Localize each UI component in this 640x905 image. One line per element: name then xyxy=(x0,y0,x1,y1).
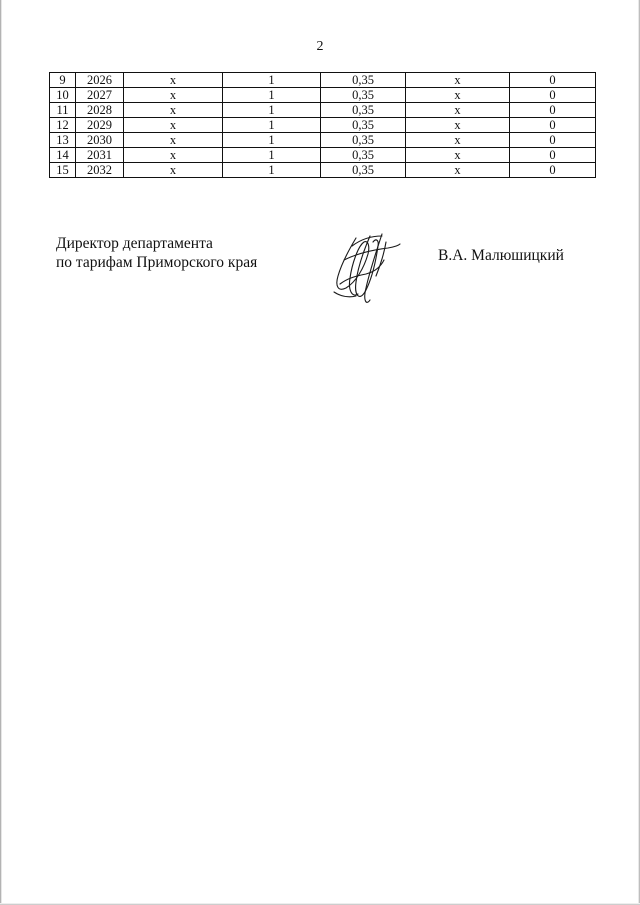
table-cell: 0 xyxy=(510,163,596,178)
table-cell: 1 xyxy=(223,133,321,148)
table-cell: 0 xyxy=(510,73,596,88)
table-cell: х xyxy=(406,148,510,163)
table-cell: х xyxy=(124,103,223,118)
table-row xyxy=(50,118,596,133)
signatory-title-line2: по тарифам Приморского края xyxy=(56,254,258,271)
table-row xyxy=(50,103,596,118)
table-cell: х xyxy=(124,88,223,103)
table-cell: х xyxy=(124,118,223,133)
table-cell: 1 xyxy=(223,163,321,178)
table-cell: х xyxy=(124,148,223,163)
table-cell: 0,35 xyxy=(321,88,406,103)
table-cell: 0 xyxy=(510,118,596,133)
scan-edge-left xyxy=(0,0,2,905)
table-cell: 2032 xyxy=(76,163,124,178)
table-cell: х xyxy=(124,163,223,178)
table-cell: 1 xyxy=(223,88,321,103)
table-cell: 0,35 xyxy=(321,148,406,163)
table-cell: х xyxy=(406,133,510,148)
page-number: 2 xyxy=(316,39,324,54)
table-cell: 2031 xyxy=(76,148,124,163)
table-cell: 15 xyxy=(50,163,76,178)
table-cell: 1 xyxy=(223,73,321,88)
tariff-table xyxy=(49,72,596,178)
table-cell: х xyxy=(406,118,510,133)
table-cell: 10 xyxy=(50,88,76,103)
table-cell: х xyxy=(406,103,510,118)
signatory-title xyxy=(56,234,257,272)
signatory-title-line1: Директор департамента xyxy=(56,235,213,252)
table-cell: 2029 xyxy=(76,118,124,133)
table-cell: 2030 xyxy=(76,133,124,148)
table-cell: х xyxy=(406,163,510,178)
table-cell: 0 xyxy=(510,103,596,118)
tariff-table-body xyxy=(50,73,596,178)
table-cell: 1 xyxy=(223,103,321,118)
table-cell: 0,35 xyxy=(321,103,406,118)
table-cell: 12 xyxy=(50,118,76,133)
table-cell: 2028 xyxy=(76,103,124,118)
table-cell: 1 xyxy=(223,118,321,133)
table-row xyxy=(50,73,596,88)
table-cell: 9 xyxy=(50,73,76,88)
table-row xyxy=(50,88,596,103)
table-cell: 0,35 xyxy=(321,73,406,88)
handwritten-signature-icon xyxy=(326,230,406,308)
table-cell: 14 xyxy=(50,148,76,163)
table-cell: 2027 xyxy=(76,88,124,103)
table-cell: 0 xyxy=(510,133,596,148)
table-cell: 0,35 xyxy=(321,163,406,178)
table-cell: 0 xyxy=(510,148,596,163)
table-cell: х xyxy=(124,133,223,148)
table-row xyxy=(50,133,596,148)
table-cell: 1 xyxy=(223,148,321,163)
table-cell: 0,35 xyxy=(321,118,406,133)
table-cell: х xyxy=(406,73,510,88)
table-row xyxy=(50,148,596,163)
table-cell: 11 xyxy=(50,103,76,118)
table-cell: 13 xyxy=(50,133,76,148)
signatory-name: В.А. Малюшицкий xyxy=(438,247,564,264)
table-cell: 0 xyxy=(510,88,596,103)
table-cell: 0,35 xyxy=(321,133,406,148)
table-cell: х xyxy=(406,88,510,103)
table-cell: 2026 xyxy=(76,73,124,88)
table-cell: х xyxy=(124,73,223,88)
table-row xyxy=(50,163,596,178)
